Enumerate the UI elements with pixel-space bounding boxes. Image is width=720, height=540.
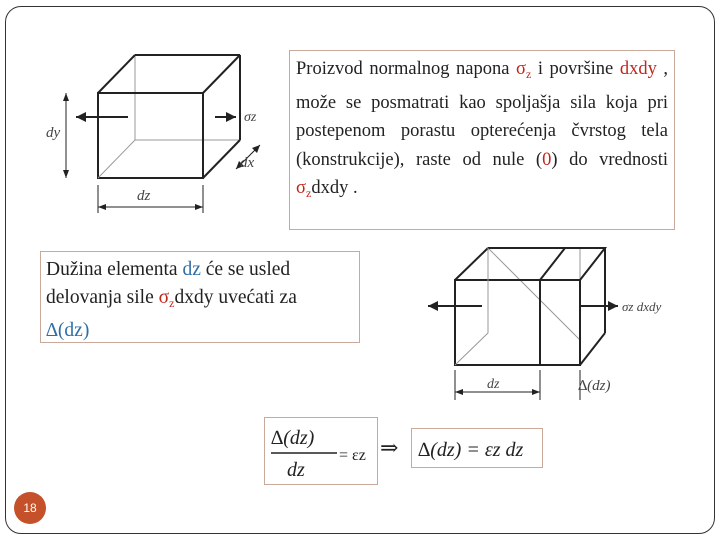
svg-text:∆(dz) = εz dz: ∆(dz) = εz dz [418, 439, 524, 461]
equation-2 [411, 428, 543, 468]
label-dy: dy [46, 125, 61, 141]
label-dz: dz [137, 188, 151, 204]
svg-text:dz: dz [287, 459, 305, 481]
label-sigma-dxdy: σz dxdy [622, 299, 662, 314]
cube-diagram-1 [40, 45, 280, 225]
description-box-1: Proizvod normalnog napona $\sigma_z$ i površine dxdy , može se posmatrati kao spoljašja sila koja pri postepenom porastu opterećenja čvrstog tela (konstrukcije), raste od nule (0) do vrednosti $\sigma_zdxdy$ . [289, 50, 675, 230]
label-sigma-z: σz [244, 110, 257, 125]
label-delta-dz: ∆(dz) [578, 378, 611, 394]
cube-diagram-2 [420, 240, 710, 405]
svg-text:∆(dz): ∆(dz) [271, 427, 315, 449]
svg-text:= εz: = εz [339, 447, 366, 464]
page-number: 18 [14, 492, 46, 524]
equation-1 [264, 417, 378, 485]
label-dz: dz [487, 377, 500, 392]
implies-arrow: ⇒ [380, 436, 399, 461]
label-dx: dx [240, 155, 255, 171]
description-box-2: Dužina elementa dz će se usled delovanja sile $\sigma_zdxdy$ uvećati za ∆(dz) [40, 251, 360, 343]
